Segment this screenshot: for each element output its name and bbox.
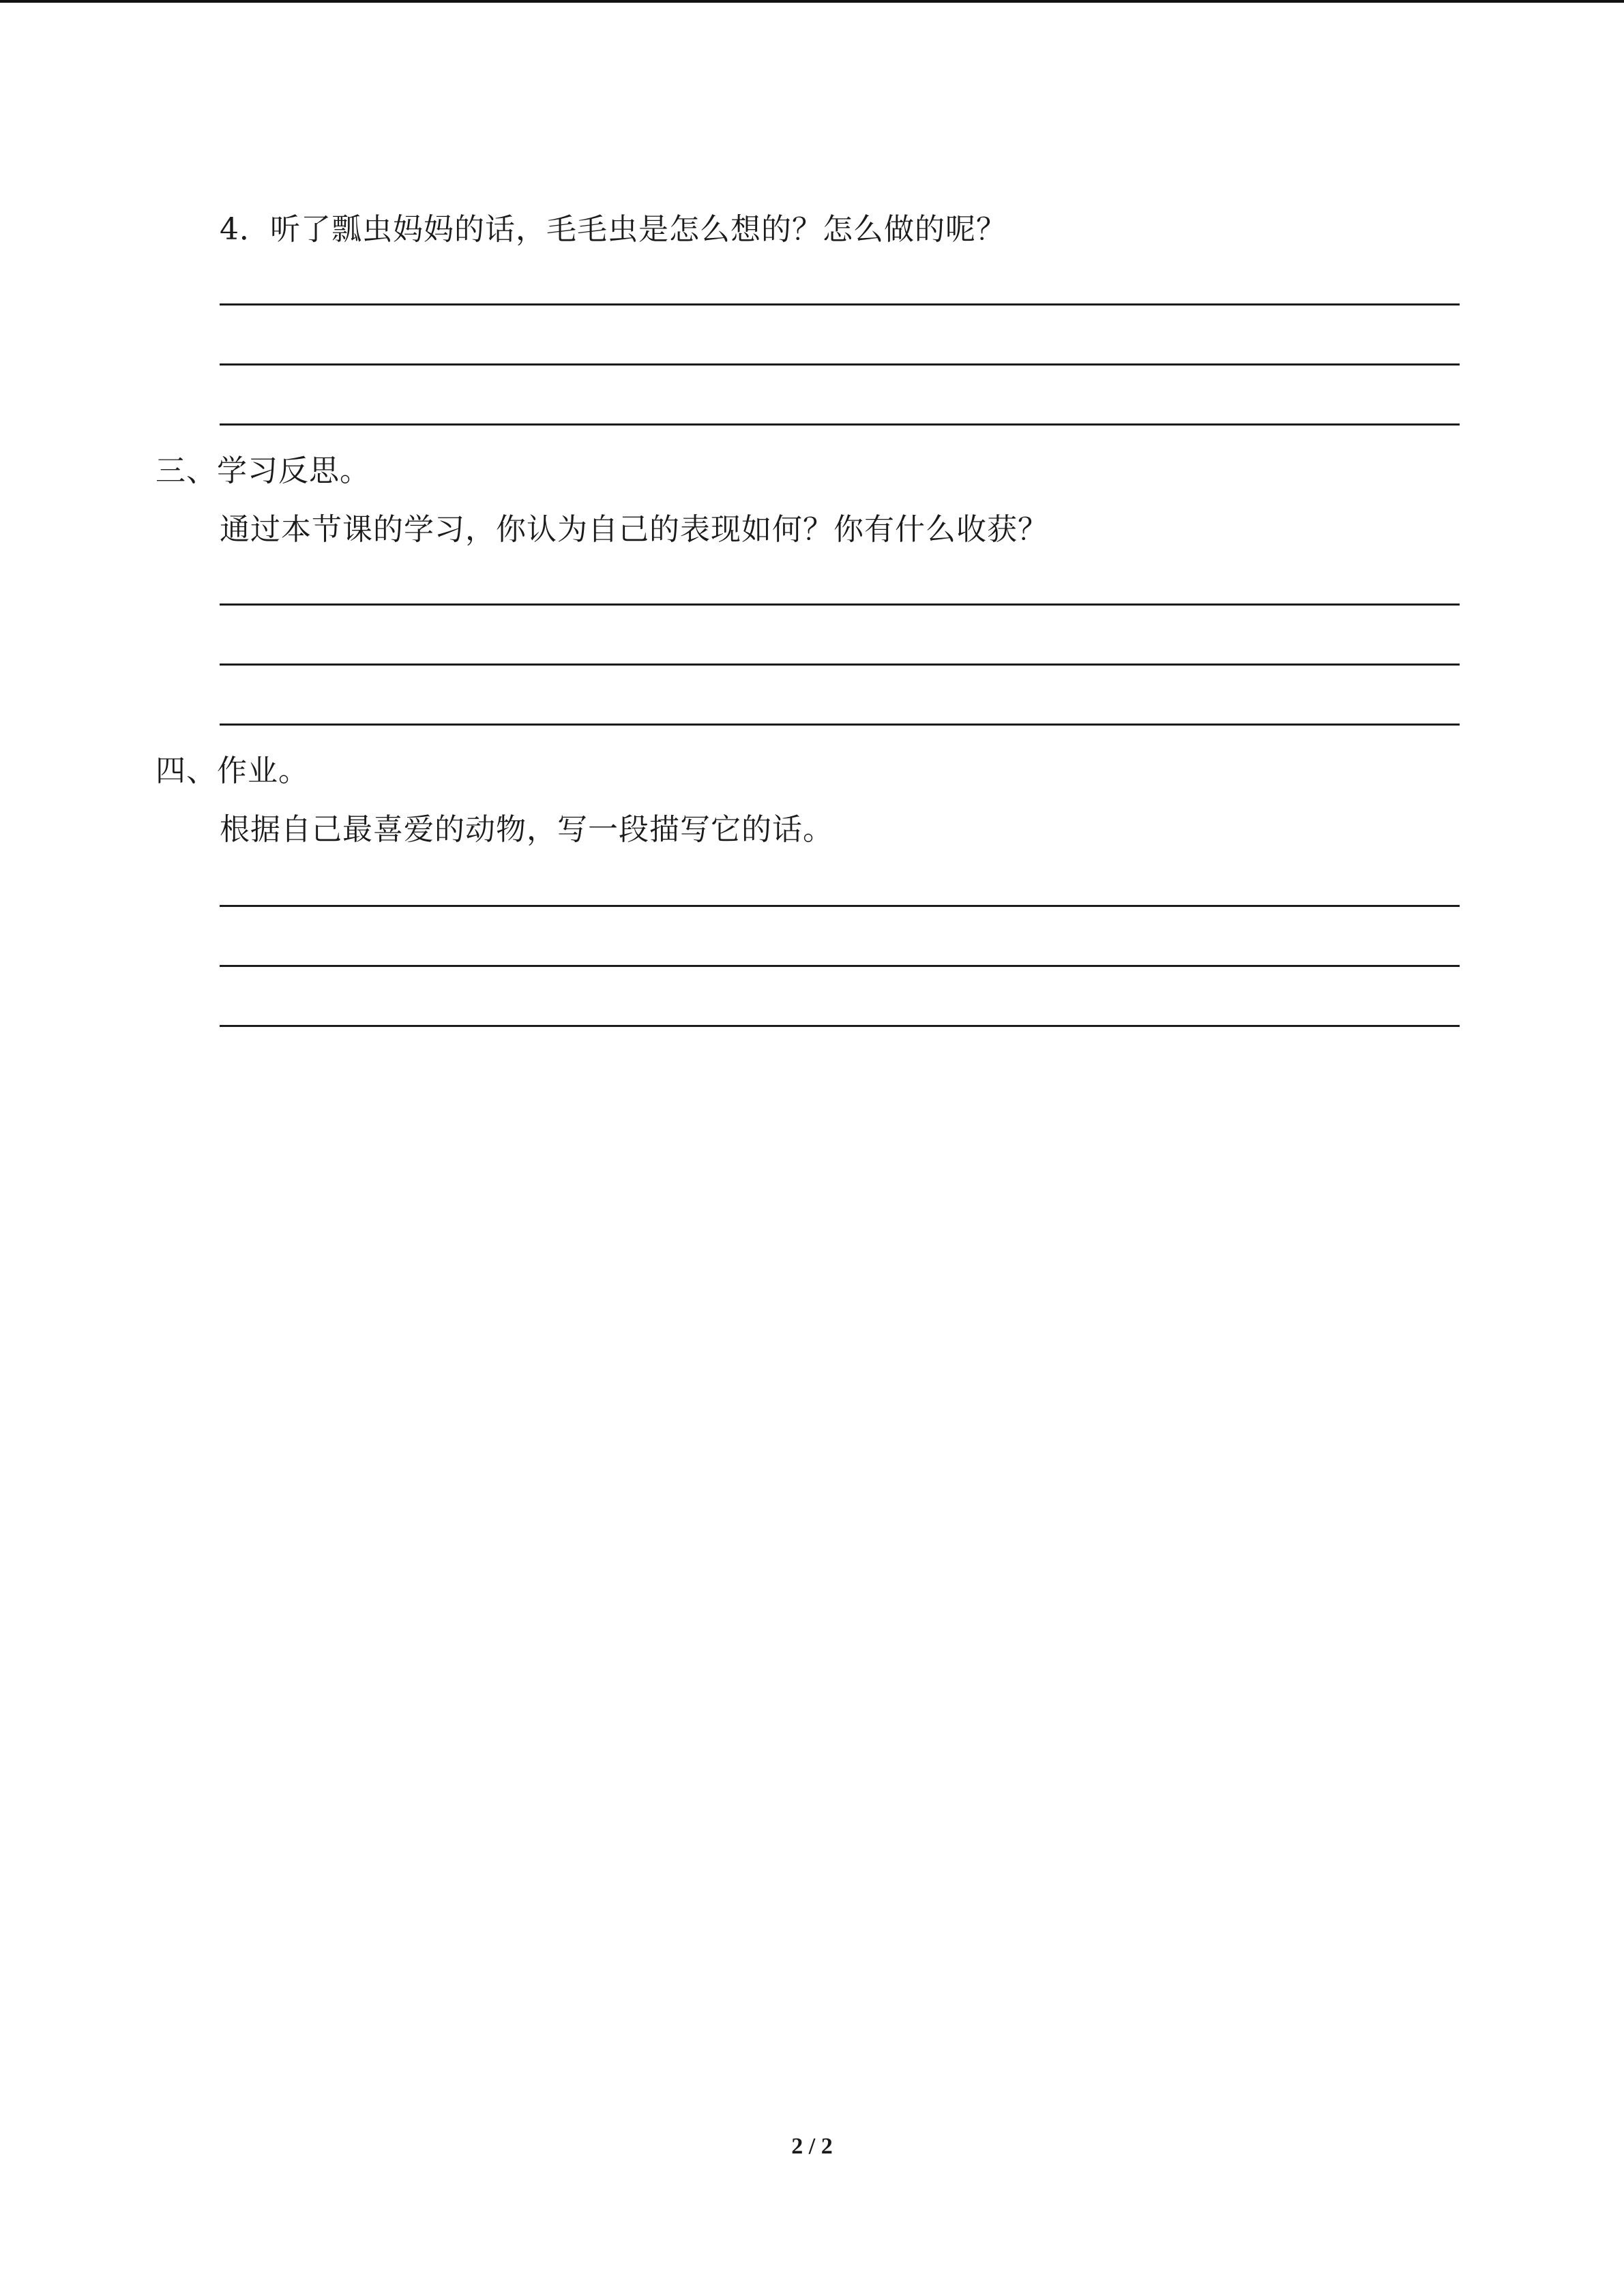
answer-line-q4-2 [220,363,1460,366]
answer-line-homework-3 [220,1025,1460,1027]
answer-line-q4-3 [220,423,1460,426]
section-homework-heading: 四、作业。 [156,754,309,788]
page-top-border [0,0,1624,3]
section-reflection-heading: 三、学习反思。 [156,453,370,488]
section-homework-prompt: 根据自己最喜爱的动物，写一段描写它的话。 [220,812,833,847]
answer-line-reflection-3 [220,724,1460,726]
answer-line-homework-1 [220,905,1460,907]
answer-line-q4-1 [220,303,1460,305]
answer-line-homework-2 [220,965,1460,967]
answer-line-reflection-2 [220,664,1460,666]
page-number: 2 / 2 [791,2134,833,2159]
section-reflection-prompt: 通过本节课的学习，你认为自己的表现如何？你有什么收获？ [220,512,1048,547]
answer-line-reflection-1 [220,603,1460,606]
question-4-text: 4．听了瓢虫妈妈的话，毛毛虫是怎么想的？怎么做的呢？ [220,212,1007,247]
